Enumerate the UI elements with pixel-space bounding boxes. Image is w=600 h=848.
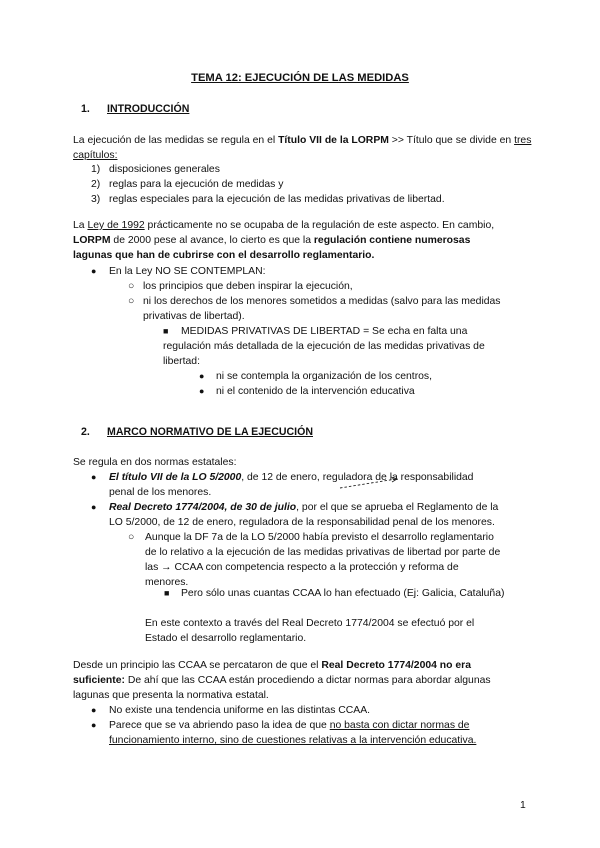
bullet-icon: ● — [199, 371, 205, 381]
circle-bullet-icon: ○ — [128, 296, 135, 307]
bullet-icon: ● — [91, 720, 97, 730]
document-page: TEMA 12: EJECUCIÓN DE LAS MEDIDAS 1. INTRODUCCIÓN La ejecución de las medidas se regula en el Título VII de la LORPM >> Título que se divide en tres capítulos: 1) disposiciones generales 2) reglas para la ejecución de medidas y 3) reglas especiales para la ejecución de las medidas privativas de libertad. La Ley de 1992 prácticamente no se ocupaba de la regulación de este aspecto. En cambio, LORPM de 2000 pese al avance, lo cierto es que la regulación contiene numerosas lagunas que han de cubrirse con el desarrollo reglamentario. ● En la Ley NO SE CONTEMPLAN: ○ los principios que deben inspirar la ejecución, ○ ni los derechos de los menores sometidos a medidas (salvo para las medidas privativas de libertad). ■ MEDIDAS PRIVATIVAS DE LIBERTAD = Se echa en falta una regulación más detallada de la ejecución de las medidas privativas de libertad: ● ni se contempla la organización de los centros, ● ni el contenido de la intervención educativa 2. MARCO NORMATIVO DE LA EJECUCIÓN Se regula en dos normas estatales: ● El título VII de la LO 5/2000, de 12 de enero, reguladora de la responsabilidad penal de los menores. ● Real Decreto 1774/2004, de 30 de julio, por el que se aprueba el Reglamento de la LO 5/2000, de 12 de enero, reguladora de la responsabilidad penal de los menores. ○ Aunque la DF 7a de la LO 5/2000 había previsto el desarrollo reglamentario de lo relativo a la ejecución de las medidas privativas de libertad por parte de las → CCAA con competencia respecto a la protección y reforma de menores. ■ Pero sólo unas cuantas CCAA lo han efectuado (Ej: Galicia, Cataluña) En este contexto a través del Real Decreto 1774/2004 se efectuó por el Estado el desarrollo reglamentario. Desde un principio las CCAA se percataron de que el Real Decreto 1774/2004 no era suficiente: De ahí que las CCAA están procediendo a dictar normas para abordar algunas lagunas que presenta la normativa estatal. ● No existe una tendencia uniforme en las distintas CCAA. ● Parece que se va abriendo paso la idea de que no basta con dictar normas de funcionamiento interno, sino de cuestiones relativas a la intervención educativa. 1 — [0, 0, 600, 848]
list-item: 2) reglas para la ejecución de medidas y — [91, 179, 284, 190]
bullet-icon: ● — [91, 705, 97, 715]
section-1-heading — [81, 102, 189, 117]
circle-bullet-icon: ○ — [128, 532, 135, 543]
intro-paragraph: La ejecución de las medidas se regula en el Título VII de la LORPM >> Título que se divide en tres capítulos: — [73, 135, 532, 161]
bullet-icon: ● — [199, 386, 205, 396]
section-number: 1. — [81, 103, 90, 115]
square-bullet-icon: ■ — [164, 588, 170, 598]
section-number: 2. — [81, 426, 90, 438]
section-2-intro: Se regula en dos normas estatales: — [73, 457, 237, 468]
bullet-icon: ● — [91, 266, 97, 276]
circle-bullet-icon: ○ — [128, 281, 135, 292]
page-title: TEMA 12: EJECUCIÓN DE LAS MEDIDAS — [191, 72, 409, 84]
section-title: MARCO NORMATIVO DE LA EJECUCIÓN — [107, 426, 313, 438]
final-paragraph: Desde un principio las CCAA se percataron de que el Real Decreto 1774/2004 no era suficiente: De ahí que las CCAA están procediendo a dictar normas para abordar algunas lagunas que presenta la normativa estatal. — [73, 660, 491, 701]
law-1992-paragraph: La Ley de 1992 prácticamente no se ocupaba de la regulación de este aspecto. En cambio, LORPM de 2000 pese al avance, lo cierto es que la regulación contiene numerosas lagunas que han de cubrirse con el desarrollo reglamentario. — [73, 220, 495, 261]
page-number: 1 — [520, 800, 526, 811]
bullet-icon: ● — [91, 502, 97, 512]
section-title: INTRODUCCIÓN — [107, 103, 190, 115]
list-item: 3) reglas especiales para la ejecución de las medidas privativas de libertad. — [91, 194, 445, 205]
dashed-arrow-icon — [338, 476, 402, 490]
bullet-icon: ● — [91, 472, 97, 482]
section-2-heading — [81, 425, 313, 440]
context-paragraph: En este contexto a través del Real Decreto 1774/2004 se efectuó por el Estado el desarrollo reglamentario. — [145, 618, 475, 644]
list-item: 1) disposiciones generales — [91, 164, 220, 175]
square-bullet-icon: ■ — [163, 326, 169, 336]
